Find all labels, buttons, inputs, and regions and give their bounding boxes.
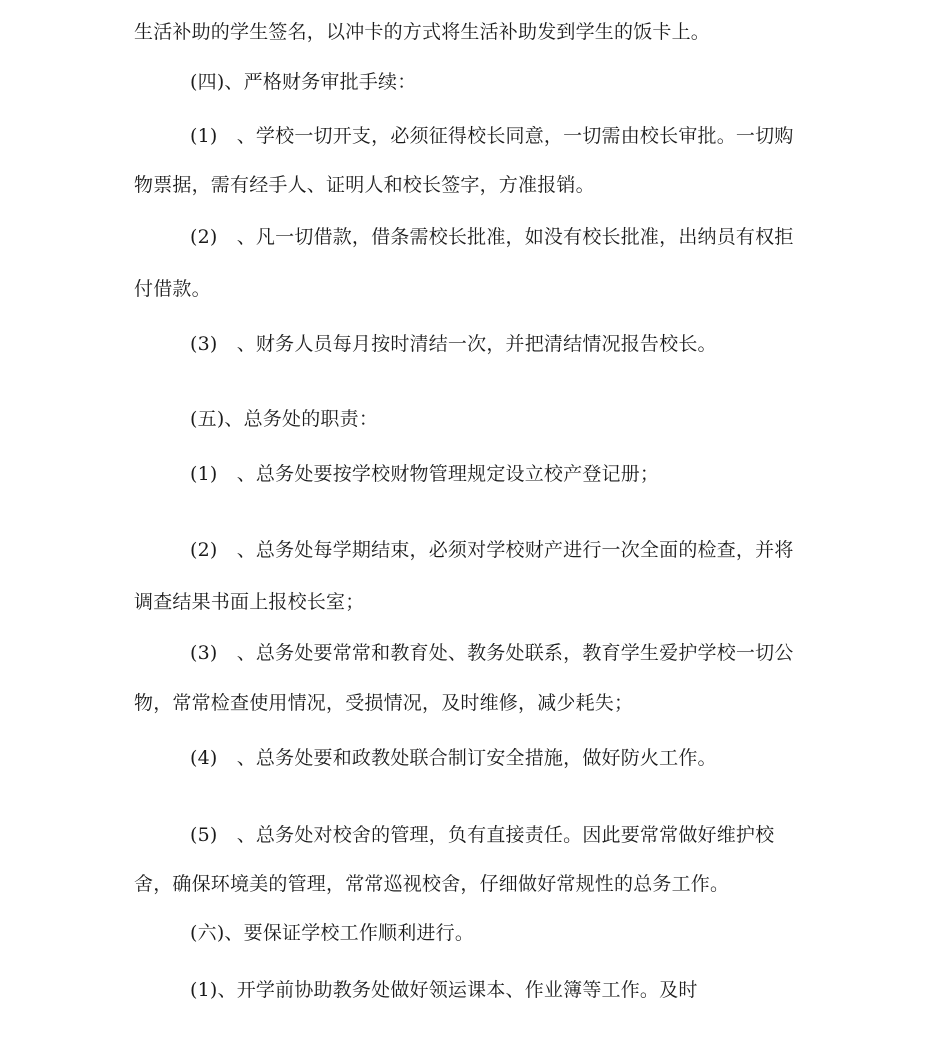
text-line: 物，常常检查使用情况，受损情况，及时维修，减少耗失； [134, 692, 634, 714]
list-item: (1)、开学前协助教务处做好领运课本、作业簿等工作。及时 [190, 979, 698, 1001]
text-line: 调查结果书面上报校长室； [134, 591, 365, 613]
text-line: 舍，确保环境美的管理，常常巡视校舍，仔细做好常规性的总务工作。 [134, 873, 730, 895]
section-heading: (四)、严格财务审批手续： [190, 71, 417, 93]
section-heading: (六)、要保证学校工作顺利进行。 [190, 922, 475, 944]
list-item: (2) 、总务处每学期结束，必须对学校财产进行一次全面的检查，并将 [190, 539, 794, 561]
section-heading: (五)、总务处的职责： [190, 408, 379, 430]
text-line: 生活补助的学生签名，以冲卡的方式将生活补助发到学生的饭卡上。 [134, 21, 711, 43]
text-line: 物票据，需有经手人、证明人和校长签字，方准报销。 [134, 174, 595, 196]
list-item: (1) 、学校一切开支，必须征得校长同意，一切需由校长审批。一切购 [190, 125, 794, 147]
text-line: 付借款。 [134, 278, 211, 300]
list-item: (2) 、凡一切借款，借条需校长批准，如没有校长批准，出纳员有权拒 [190, 226, 794, 248]
list-item: (5) 、总务处对校舍的管理，负有直接责任。因此要常常做好维护校 [190, 824, 775, 846]
list-item: (3) 、总务处要常常和教育处、教务处联系，教育学生爱护学校一切公 [190, 642, 794, 664]
list-item: (3) 、财务人员每月按时清结一次，并把清结情况报告校长。 [190, 333, 717, 355]
list-item: (4) 、总务处要和政教处联合制订安全措施，做好防火工作。 [190, 747, 717, 769]
list-item: (1) 、总务处要按学校财物管理规定设立校产登记册； [190, 463, 660, 485]
